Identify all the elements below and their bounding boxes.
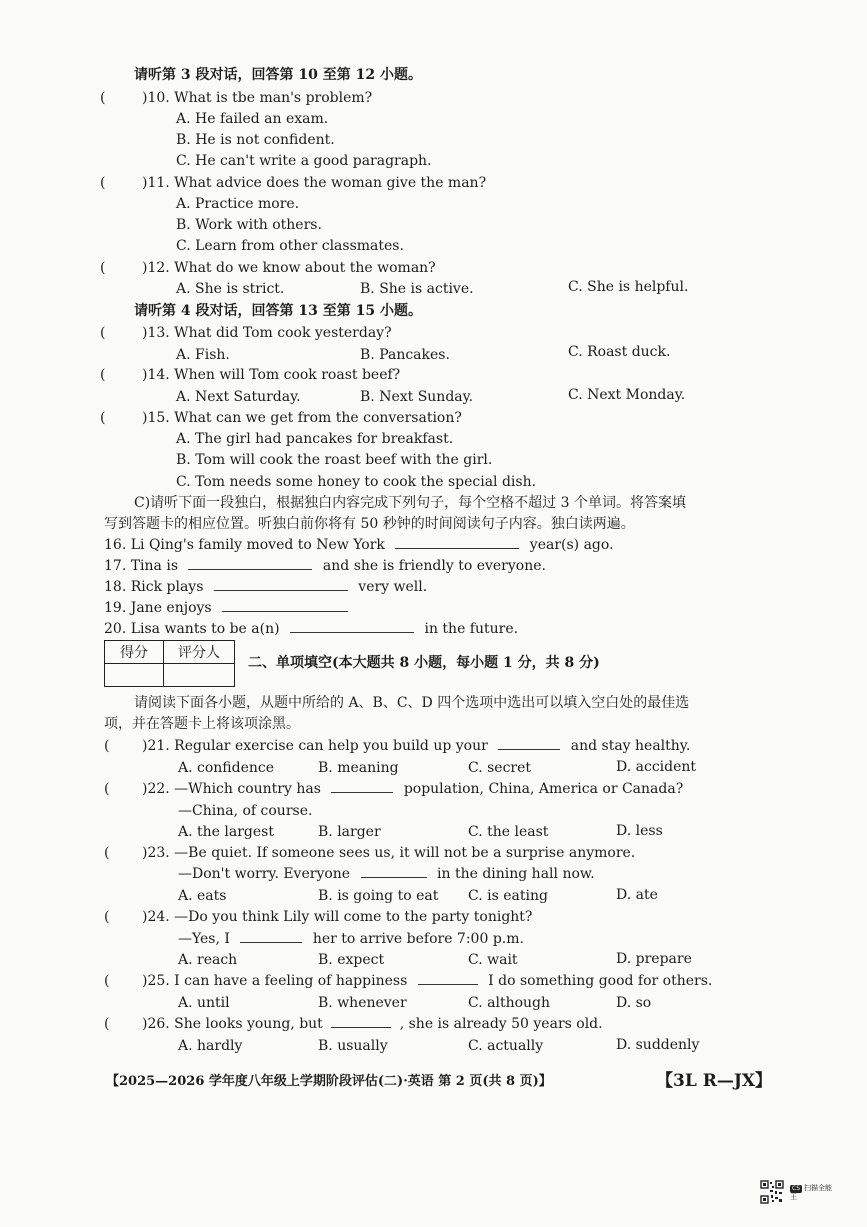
- q15-option-b: B. Tom will cook the roast beef with the girl.: [176, 452, 493, 468]
- q21-option-a: A. confidence: [178, 760, 275, 776]
- q22-blank: [331, 780, 393, 793]
- dialog3-instruction: 请听第 3 段对话，回答第 10 至第 12 小题。: [134, 67, 422, 83]
- q25-option-c: C. although: [468, 995, 551, 1011]
- q14-option-a: A. Next Saturday.: [176, 389, 301, 405]
- q26-stem: [142, 1015, 603, 1033]
- dialog4-instruction: 请听第 4 段对话，回答第 13 至第 15 小题。: [134, 303, 422, 319]
- sentence-20-prefix: 20. Lisa wants to be a(n): [104, 621, 280, 637]
- q12-stem: )12. What do we know about the woman?: [142, 260, 436, 276]
- q25-stem-pre: )25. I can have a feeling of happiness: [142, 973, 408, 989]
- q11-paren: (: [100, 175, 106, 191]
- q13-option-b: B. Pancakes.: [360, 347, 450, 363]
- q23-reply-post: in the dining hall now.: [437, 866, 595, 882]
- q10-option-c: C. He can't write a good paragraph.: [176, 153, 432, 169]
- q23-option-c: C. is eating: [468, 888, 548, 904]
- q23-paren: (: [104, 845, 110, 861]
- q14-stem: )14. When will Tom cook roast beef?: [142, 367, 401, 383]
- scanner-logo: CS: [792, 1185, 800, 1192]
- sentence-17-prefix: 17. Tina is: [104, 558, 179, 574]
- sentence-18: [104, 578, 427, 596]
- q15-stem: )15. What can we get from the conversation?: [142, 410, 462, 426]
- q14-paren: (: [100, 367, 106, 383]
- q12-option-c: C. She is helpful.: [568, 279, 689, 295]
- sentence-16-suffix: year(s) ago.: [529, 537, 614, 553]
- sentence-17-suffix: and she is friendly to everyone.: [322, 558, 546, 574]
- q23-stem: )23. —Be quiet. If someone sees us, it will not be a surprise anymore.: [142, 845, 636, 861]
- q26-option-a: A. hardly: [178, 1038, 243, 1054]
- q13-stem: )13. What did Tom cook yesterday?: [142, 325, 392, 341]
- q26-option-b: B. usually: [318, 1038, 388, 1054]
- q21-stem-post: and stay healthy.: [570, 738, 691, 754]
- q11-option-a: A. Practice more.: [176, 196, 300, 212]
- monologue-instruction-1: C)请听下面一段独白，根据独白内容完成下列句子，每个空格不超过 3 个单词。将答案填: [134, 495, 686, 511]
- q22-paren: (: [104, 781, 110, 797]
- q23-option-a: A. eats: [178, 888, 227, 904]
- q22-option-a: A. the largest: [178, 824, 274, 840]
- sentence-19: [104, 599, 354, 617]
- paper-code: 【3L R—JX】: [656, 1071, 773, 1091]
- q15-option-c: C. Tom needs some honey to cook the special dish.: [176, 474, 537, 490]
- section2-instruction-1: 请阅读下面各小题，从题中所给的 A、B、C、D 四个选项中选出可以填入空白处的最佳选: [134, 695, 690, 711]
- q21-stem: [142, 737, 690, 755]
- q15-paren: (: [100, 410, 106, 426]
- q22-stem-post: population, China, America or Canada?: [403, 781, 684, 797]
- q25-stem-post: I do something good for others.: [488, 973, 713, 989]
- q24-reply: [178, 930, 524, 948]
- q13-paren: (: [100, 325, 106, 341]
- q24-blank: [240, 930, 302, 943]
- q13-option-a: A. Fish.: [176, 347, 230, 363]
- sentence-18-suffix: very well.: [358, 579, 428, 595]
- sentence-19-blank[interactable]: [222, 599, 348, 612]
- q12-option-a: A. She is strict.: [176, 281, 285, 297]
- scanner-name: 扫描全能王: [790, 1184, 832, 1201]
- q14-option-c: C. Next Monday.: [568, 387, 686, 403]
- q26-option-c: C. actually: [468, 1038, 544, 1054]
- q10-option-a: A. He failed an exam.: [176, 111, 329, 127]
- score-box: [104, 640, 235, 687]
- sentence-20-suffix: in the future.: [424, 621, 519, 637]
- sentence-18-blank[interactable]: [214, 578, 348, 591]
- q21-blank: [498, 737, 560, 750]
- q26-paren: (: [104, 1016, 110, 1032]
- q24-paren: (: [104, 909, 110, 925]
- q25-option-b: B. whenever: [318, 995, 407, 1011]
- monologue-instruction-2: 写到答题卡的相应位置。听独白前你将有 50 秒钟的时间阅读句子内容。独白读两遍。: [104, 516, 635, 532]
- section2-title: 二、单项填空(本大题共 8 小题，每小题 1 分，共 8 分): [248, 655, 600, 671]
- q11-option-b: B. Work with others.: [176, 217, 322, 233]
- sentence-20-blank[interactable]: [290, 620, 414, 633]
- q23-blank: [361, 865, 427, 878]
- q22-option-b: B. larger: [318, 824, 381, 840]
- q25-blank: [418, 972, 478, 985]
- score-cell: [105, 664, 164, 687]
- scanner-watermark: [790, 1184, 838, 1200]
- q21-option-b: B. meaning: [318, 760, 399, 776]
- q22-stem: [142, 780, 683, 798]
- q24-option-d: D. prepare: [616, 951, 692, 967]
- q10-option-b: B. He is not confident.: [176, 132, 335, 148]
- q25-option-d: D. so: [616, 995, 652, 1011]
- q26-stem-post: , she is already 50 years old.: [399, 1016, 603, 1032]
- q12-paren: (: [100, 260, 106, 276]
- qr-code-icon: [760, 1180, 784, 1204]
- q26-blank: [331, 1015, 391, 1028]
- sentence-16: [104, 536, 614, 554]
- q21-option-c: C. secret: [468, 760, 532, 776]
- section2-instruction-2: 项，并在答题卡上将该项涂黑。: [104, 716, 300, 732]
- q15-option-a: A. The girl had pancakes for breakfast.: [176, 431, 454, 447]
- sentence-16-prefix: 16. Li Qing's family moved to New York: [104, 537, 385, 553]
- q12-option-b: B. She is active.: [360, 281, 474, 297]
- grader-cell: [164, 664, 235, 687]
- q22-option-d: D. less: [616, 823, 663, 839]
- q10-stem: )10. What is tbe man's problem?: [142, 90, 373, 106]
- sentence-16-blank[interactable]: [395, 536, 519, 549]
- q21-paren: (: [104, 738, 110, 754]
- q25-option-a: A. until: [178, 995, 230, 1011]
- q21-stem-pre: )21. Regular exercise can help you build up your: [142, 738, 488, 754]
- q23-reply-pre: —Don't worry. Everyone: [178, 866, 351, 882]
- q26-option-d: D. suddenly: [616, 1037, 700, 1053]
- q24-option-c: C. wait: [468, 952, 518, 968]
- q25-stem: [142, 972, 712, 990]
- sentence-20: [104, 620, 518, 638]
- q11-option-c: C. Learn from other classmates.: [176, 238, 404, 254]
- grader-label: 评分人: [164, 641, 235, 664]
- q13-option-c: C. Roast duck.: [568, 344, 671, 360]
- q10-paren: (: [100, 90, 106, 106]
- q24-option-b: B. expect: [318, 952, 385, 968]
- q22-option-c: C. the least: [468, 824, 549, 840]
- q23-option-d: D. ate: [616, 887, 658, 903]
- sentence-17-blank[interactable]: [188, 557, 312, 570]
- score-label: 得分: [105, 641, 164, 664]
- q23-reply: [178, 865, 595, 883]
- q11-stem: )11. What advice does the woman give the man?: [142, 175, 487, 191]
- q22-stem-pre: )22. —Which country has: [142, 781, 321, 797]
- page-footer: 【2025—2026 学年度八年级上学期阶段评估(二)·英语 第 2 页(共 8 页)】: [106, 1074, 552, 1089]
- q22-reply: —China, of course.: [178, 803, 313, 819]
- q24-stem: )24. —Do you think Lily will come to the party tonight?: [142, 909, 533, 925]
- q24-reply-pre: —Yes, I: [178, 931, 230, 947]
- q24-option-a: A. reach: [178, 952, 238, 968]
- sentence-19-prefix: 19. Jane enjoys: [104, 600, 212, 616]
- sentence-18-prefix: 18. Rick plays: [104, 579, 204, 595]
- q21-option-d: D. accident: [616, 759, 697, 775]
- q14-option-b: B. Next Sunday.: [360, 389, 474, 405]
- q24-reply-post: her to arrive before 7:00 p.m.: [312, 931, 524, 947]
- q25-paren: (: [104, 973, 110, 989]
- sentence-17: [104, 557, 546, 575]
- q23-option-b: B. is going to eat: [318, 888, 439, 904]
- q26-stem-pre: )26. She looks young, but: [142, 1016, 323, 1032]
